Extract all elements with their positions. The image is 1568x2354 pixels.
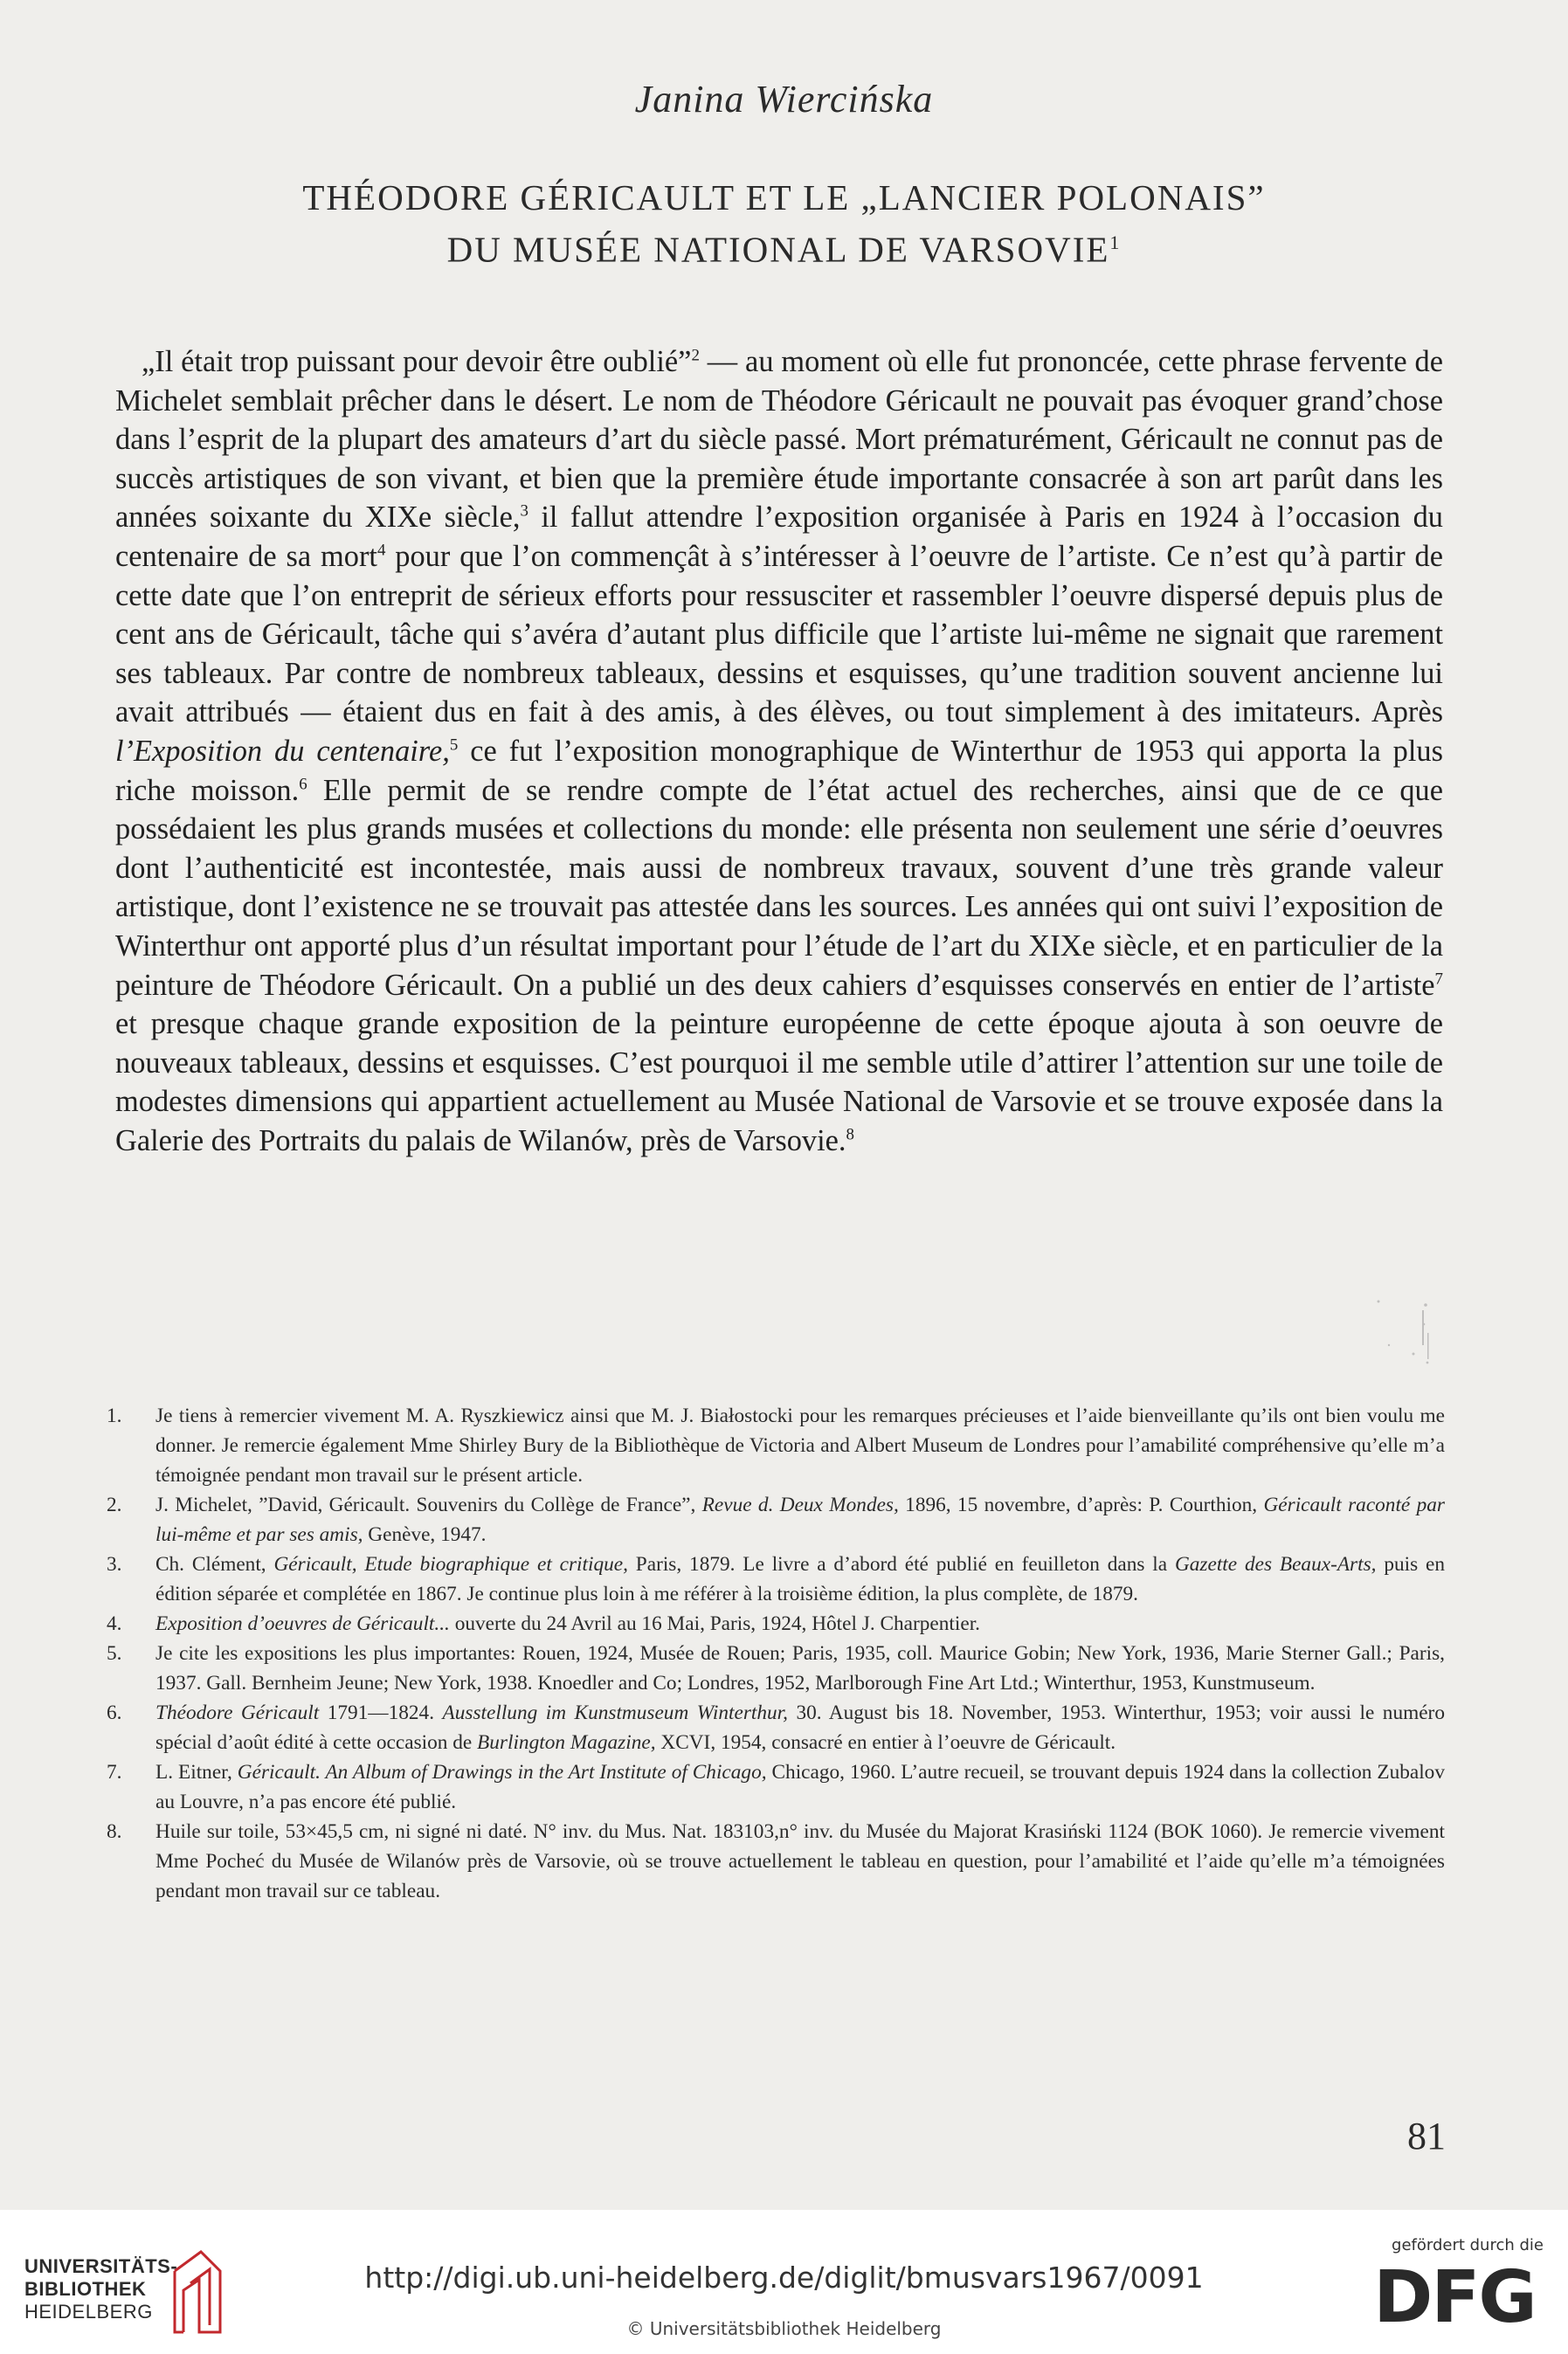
footnote bbox=[100, 1698, 1445, 1757]
footnote-text-run: J. Michelet, ”David, Géricault. Souvenirs du Collège de France”, bbox=[155, 1494, 702, 1516]
footnote-text-italic: Burlington Magazine, bbox=[477, 1731, 656, 1754]
footnote-text bbox=[155, 1757, 1445, 1817]
footnote-text-run: Paris, 1879. Le livre a d’abord été publié en feuilleton dans la bbox=[627, 1553, 1175, 1576]
footnote-text bbox=[155, 1698, 1445, 1757]
footnote-ref: 2 bbox=[691, 346, 700, 365]
title-footnote-ref: 1 bbox=[1109, 231, 1122, 253]
footnote bbox=[100, 1550, 1445, 1609]
copyright-notice: © Universitätsbibliothek Heidelberg bbox=[626, 2318, 942, 2339]
footnote-text-italic: Géricault, Etude biographique et critique, bbox=[273, 1553, 628, 1576]
text-run-italic: l’Exposition du centenaire, bbox=[115, 734, 450, 768]
footnote-text bbox=[155, 1817, 1445, 1906]
body-paragraph bbox=[115, 342, 1443, 1160]
article-title bbox=[0, 175, 1568, 273]
footnote-text-italic: Ausstellung im Kunstmuseum Winterthur, bbox=[442, 1702, 788, 1724]
footnote-text-italic: Exposition d’oeuvres de Géricault... bbox=[155, 1612, 450, 1635]
footnote-text-run: 30. August bis 18. November, 1953. Winterthur, 1953; voir aussi le numéro spécial d’août édité à cette occasion de bbox=[155, 1702, 1445, 1754]
footnote-text-run: puis en édition séparée et complétée en 1867. Je continue plus loin à me référer à la troisième édition, la plus complète, de 1879. bbox=[155, 1553, 1445, 1605]
text-run: „Il était trop puissant pour devoir être oublié” bbox=[142, 345, 692, 378]
footnote-text bbox=[155, 1609, 1445, 1639]
footnote-text-run: Huile sur toile, 53×45,5 cm, ni signé ni daté. N° inv. du Mus. Nat. 183103,n° inv. du Musée du Majorat Krasiński 1124 (BOK 1060). Je remercie vivement Mme Pocheć du Musée de Wilanów près de Varsovie, où se trouve actuellement le tableau en question, pour l’amabilité et l’aide qu’elle m’a témoignées pendant mon travail sur ce tableau. bbox=[155, 1820, 1445, 1902]
title-line-2 bbox=[0, 220, 1568, 273]
footnote-text bbox=[155, 1550, 1445, 1609]
funder-label: gefördert durch die bbox=[1392, 2236, 1544, 2254]
footnote-text-italic: Revue d. Deux Mondes, bbox=[701, 1494, 899, 1516]
title-line-2-text: DU MUSÉE NATIONAL DE VARSOVIE bbox=[446, 229, 1110, 270]
footnote-number: 4. bbox=[107, 1612, 122, 1635]
footnote-number: 5. bbox=[107, 1642, 122, 1665]
footnote-text-run: 1896, 15 novembre, d’après: P. Courthion, bbox=[898, 1494, 1264, 1516]
footnote-ref: 5 bbox=[449, 735, 459, 755]
footnote bbox=[100, 1757, 1445, 1817]
page-number: 81 bbox=[1407, 2115, 1446, 2157]
footnote-text bbox=[155, 1401, 1445, 1490]
title-line-1: THÉODORE GÉRICAULT ET LE „LANCIER POLONAIS” bbox=[302, 177, 1266, 217]
text-run: Elle permit de se rendre compte de l’état actuel des recherches, ainsi que de ce que possédaient les plus grands musées et collections du monde: elle présenta non seulement une série d’oeuvres dont l’authenticité est incontestée, mais aussi de nombreux travaux, souvent d’une très grande valeur artistique, dont l’existence ne se trouvait pas attestée dans les sources. Les années qui ont suivi l’exposition de Winterthur ont apporté plus d’un résultat important pour l’étude de l’art du XIXe siècle, et en particulier de la peinture de Théodore Géricault. On a publié un des deux cahiers d’esquisses conservés en entier de l’artiste bbox=[115, 773, 1443, 1002]
dfg-logo-text: DFG bbox=[1373, 2259, 1536, 2330]
text-run: — au moment où elle fut prononcée, cette phrase fervente de Michelet semblait prêcher dans le désert. Le nom de Théodore Géricault ne pouvait pas évoquer grand’chose dans l’esprit de la plupart des amateurs d’art du siècle passé. Mort prématurément, Géricault ne connut pas de succès artistiques de son vivant, et bien que la première étude importante consacrée à son art parût dans les années soixante du XIXe siècle, bbox=[115, 345, 1443, 535]
author-name: Janina Wiercińska bbox=[634, 78, 934, 121]
dfg-logo-icon bbox=[1367, 2259, 1542, 2330]
footnote-text-italic: Gazette des Beaux-Arts, bbox=[1174, 1553, 1377, 1576]
text-run: pour que l’on commençât à s’intéresser à l’oeuvre de l’artiste. Ce n’est qu’à partir de cette date que l’on entreprit de sérieux efforts pour ressusciter et rassembler l’oeuvre dispersé depuis plus de cent ans de Géricault, tâche qui s’avéra d’autant plus difficile que l’artiste lui-même ne signait que rarement ses tableaux. Par contre de nombreux tableaux, dessins et esquisses, qu’une tradition souvent ancienne lui avait attribués — étaient dus en fait à des amis, à des élèves, ou tout simplement à des imitateurs. Après bbox=[115, 539, 1443, 729]
library-name-line-3: HEIDELBERG bbox=[24, 2301, 153, 2323]
footnote bbox=[100, 1817, 1445, 1906]
text-run: et presque chaque grande exposition de la peinture européenne de cette époque ajouta à son oeuvre de nouveaux tableaux, dessins et esquisses. C’est pourquoi il me semble utile d’attirer l’attention sur une toile de modestes dimensions qui appartient actuellement au Musée National de Varsovie et se trouve exposée dans la Galerie des Portraits du palais de Wilanów, près de Varsovie. bbox=[115, 1007, 1443, 1157]
text-run: ce fut l’exposition monographique de Winterthur de 1953 qui apporta la plus riche moisson. bbox=[115, 734, 1444, 807]
footnote-text-run: 1791—1824. bbox=[319, 1702, 443, 1724]
footnote bbox=[100, 1639, 1445, 1698]
footnote-number: 1. bbox=[107, 1405, 122, 1427]
library-name-line-2: BIBLIOTHEK bbox=[24, 2278, 147, 2300]
footnote-number: 6. bbox=[107, 1702, 122, 1724]
footnote-text-run: Chicago, 1960. L’autre recueil, se trouvant depuis 1924 dans la collection Zubalov au Louvre, n’a pas encore été publié. bbox=[155, 1761, 1445, 1813]
footnote-number: 2. bbox=[107, 1494, 122, 1516]
footnote-ref: 3 bbox=[520, 501, 528, 521]
footnote-ref: 7 bbox=[1434, 970, 1443, 989]
permalink-url[interactable]: http://digi.ub.uni-heidelberg.de/diglit/bmusvars1967/0091 bbox=[364, 2261, 1204, 2295]
footnote-ref: 6 bbox=[299, 775, 307, 794]
footnote-ref: 4 bbox=[376, 541, 386, 560]
footnote-text-run: Je tiens à remercier vivement M. A. Ryszkiewicz ainsi que M. J. Białostocki pour les remarques précieuses et l’aide bienveillante qu’ils ont bien voulu me donner. Je remercie également Mme Shirley Bury de la Bibliothèque de Victoria and Albert Museum de Londres pour l’amabilité compréhensive qu’elle m’a témoignée pendant mon travail sur le présent article. bbox=[155, 1405, 1445, 1487]
footnote-text bbox=[155, 1639, 1445, 1698]
footnote bbox=[100, 1609, 1445, 1639]
footnote-text-italic: Géricault raconté par lui-même et par ses amis, bbox=[155, 1494, 1445, 1546]
footnote-text bbox=[155, 1490, 1445, 1550]
library-name-line-1: UNIVERSITÄTS- bbox=[24, 2255, 178, 2277]
paragraph bbox=[115, 342, 1443, 1160]
footnote-text-run: XCVI, 1954, consacré en entier à l’oeuvre de Géricault. bbox=[655, 1731, 1116, 1754]
footnote-number: 3. bbox=[107, 1553, 122, 1576]
footnotes-section bbox=[100, 1401, 1445, 1906]
scan-smudge-mark bbox=[1371, 1293, 1433, 1371]
digitization-footer bbox=[0, 2210, 1568, 2354]
footnote-text-run: Genève, 1947. bbox=[363, 1523, 487, 1546]
footnote-text-run: Ch. Clément, bbox=[155, 1553, 274, 1576]
footnote-text-italic: Théodore Géricault bbox=[155, 1702, 320, 1724]
text-run: il fallut attendre l’exposition organisée à Paris en 1924 à l’occasion du centenaire de sa mort bbox=[115, 500, 1443, 573]
footnote bbox=[100, 1401, 1445, 1490]
footnote-number: 8. bbox=[107, 1820, 122, 1843]
footnote-ref: 8 bbox=[846, 1125, 854, 1144]
footnote-number: 7. bbox=[107, 1761, 122, 1784]
footnote-text-italic: Géricault. An Album of Drawings in the Art Institute of Chicago, bbox=[237, 1761, 767, 1784]
footnote bbox=[100, 1490, 1445, 1550]
footnote-text-run: L. Eitner, bbox=[155, 1761, 238, 1784]
footnote-text-run: ouverte du 24 Avril au 16 Mai, Paris, 1924, Hôtel J. Charpentier. bbox=[449, 1612, 981, 1635]
footnote-text-run: Je cite les expositions les plus importantes: Rouen, 1924, Musée de Rouen; Paris, 1935, coll. Maurice Gobin; New York, 1936, Marie Sterner Gall.; Paris, 1937. Gall. Bernheim Jeune; New York, 1938. Knoedler and Co; Londres, 1952, Marlborough Fine Art Ltd.; Winterthur, 1953, Kunstmuseum. bbox=[155, 1642, 1445, 1695]
